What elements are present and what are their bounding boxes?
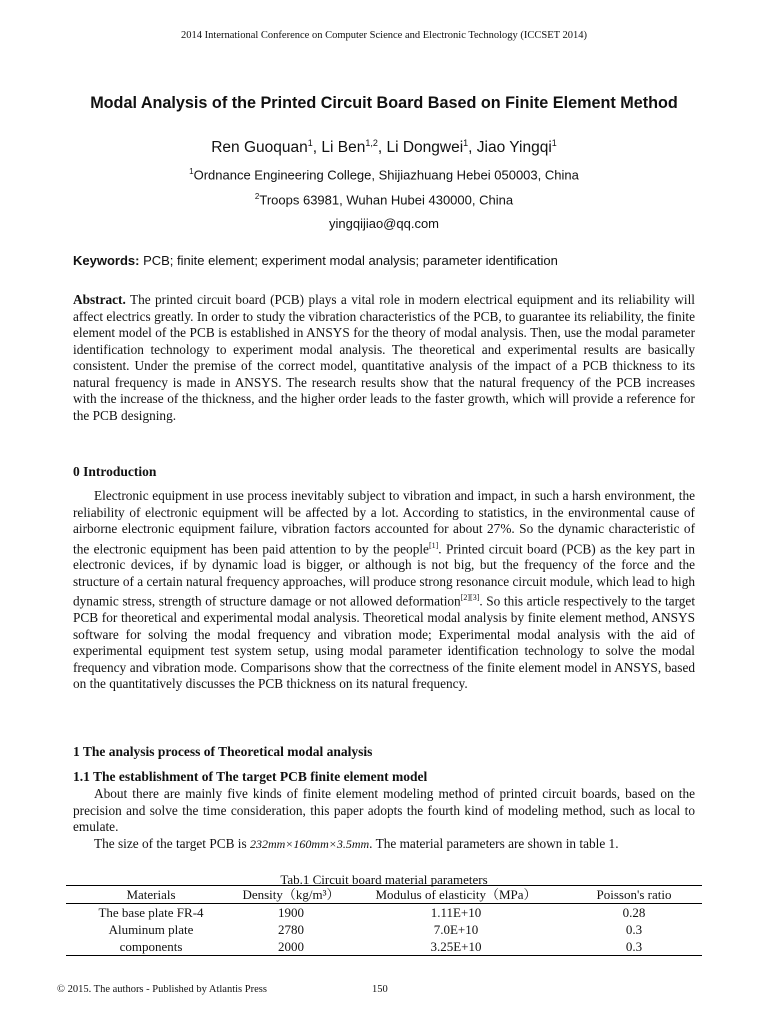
- table-row: [66, 904, 702, 922]
- author-affiliation-mark: 1: [551, 138, 557, 148]
- section-1-1-paragraph-2: [73, 836, 695, 853]
- affiliation-text: Ordnance Engineering College, Shijiazhuang Hebei 050003, China: [193, 167, 579, 183]
- keywords: [73, 253, 698, 268]
- author-name: Jiao Yingqi: [476, 139, 552, 157]
- table-cell: 3.25E+10: [346, 938, 566, 956]
- table-row: [66, 921, 702, 938]
- keywords-text: PCB; finite element; experiment modal analysis; parameter identification: [139, 253, 558, 268]
- column-header: Materials: [66, 886, 236, 904]
- section-heading-1-1: 1.1 The establishment of The target PCB finite element model: [73, 769, 428, 784]
- table-cell: The base plate FR-4: [98, 905, 204, 920]
- abstract-text: The printed circuit board (PCB) plays a vital role in modern electrical equipment and its reliability will affect electrics greatly. In order to study the vibration characteristics of the PCB, to guarantee its reliability, the finite element model of the PCB is established in ANSYS for the theory of modal analysis. Then, use the modal parameter identification technology to experiment modal analysis. The theoretical and experimental results are basically consistent. Under the premise of the correct model, quantitative analysis of the impact of a PCB thickness to its natural frequency is made in ANSYS. The research results show that the natural frequency of the PCB increases with the increase of the thickness, and the higher order leads to the faster growth, which will provide a reference for the PCB designing.: [73, 292, 695, 423]
- table-caption: Tab.1 Circuit board material parameters: [280, 872, 488, 887]
- section-heading-introduction: 0 Introduction: [73, 464, 157, 479]
- intro-text-part-1: Electronic equipment in use process inevitably subject to vibration and impact, in such a harsh environment, the reliability of electronic equipment will be affected by a lot. According to statistics, in the environmental cause of airborne electronic equipment failure, vibration factors accounted for about 27%. So the dynamic characteristic of the electronic equipment has been paid attention to by the people: [73, 488, 695, 556]
- pcb-size-formula: 232mm×160mm×3.5mm: [249, 836, 370, 851]
- table-header-row: [66, 886, 702, 904]
- table-cell: 2780: [278, 922, 304, 937]
- author-affiliation-mark: 1: [307, 138, 313, 148]
- column-header: Poisson's ratio: [566, 886, 702, 904]
- table-cell: 0.3: [566, 938, 702, 956]
- author-list: Ren Guoquan$^1$, Li Ben$^{1,2}$, Li Dongwei$^1$, Jiao Yingqi$^1$: [211, 138, 557, 157]
- introduction-body: [73, 488, 695, 693]
- table-cell: Aluminum plate: [108, 922, 194, 937]
- section-heading-1: 1 The analysis process of Theoretical modal analysis: [73, 744, 373, 759]
- table-cell: 0.3: [625, 922, 643, 937]
- material-parameters-table: [66, 885, 702, 956]
- section-1-1-body: [73, 786, 695, 852]
- table-cell: 1900: [278, 905, 304, 920]
- intro-text-part-3: . So this article respectively to the target PCB for theoretical and experimental modal analysis. Theoretical modal analysis by finite element method, ANSYS software for solving the modal frequency and vibration mode; Experimental modal analysis with the aid of experimental equipment test system setup, using modal parameter identification technology to solve the modal frequency and vibration mode. Comparisons show that the correctness of the finite element model in ANSYS, based on the quantitatively discusses the PCB thickness on its natural frequency.: [73, 593, 696, 692]
- footer-copyright: © 2015. The authors - Published by Atlantis Press: [57, 984, 267, 995]
- section-1-1-paragraph-1: About there are mainly five kinds of finite element modeling method of printed circuit boards, based on the precision and solve the time consideration, this paper adopts the fourth kind of modeling method, such as local to emulate.: [73, 786, 695, 834]
- author-name: Ren Guoquan: [211, 139, 308, 157]
- column-header: Density（kg/m³）: [236, 886, 346, 904]
- column-header: Modulus of elasticity（MPa）: [346, 886, 566, 904]
- conference-header: 2014 International Conference on Computer Science and Electronic Technology (ICCSET 2014): [181, 30, 587, 41]
- author-name: Li Dongwei: [386, 139, 464, 157]
- author-email: yingqijiao@qq.com: [328, 216, 440, 231]
- abstract: [73, 292, 695, 424]
- table-cell: 2000: [236, 938, 346, 956]
- affiliation-1: [0, 167, 768, 182]
- author-affiliation-mark: 1,2: [365, 138, 378, 148]
- page-number: 150: [372, 984, 388, 995]
- author-affiliation-mark: 1: [463, 138, 469, 148]
- table-cell: components: [66, 938, 236, 956]
- citation: [1]: [428, 540, 439, 550]
- table-row: [66, 938, 702, 956]
- affiliation-mark: 2: [254, 192, 260, 201]
- paragraph-text: The size of the target PCB is: [94, 835, 250, 851]
- abstract-label: Abstract.: [73, 292, 126, 307]
- affiliation-mark: 1: [189, 167, 194, 176]
- table-cell: 1.11E+10: [430, 905, 482, 920]
- affiliation-text: Troops 63981, Wuhan Hubei 430000, China: [259, 192, 514, 208]
- author-name: Li Ben: [321, 139, 366, 157]
- paper-title: Modal Analysis of the Printed Circuit Board Based on Finite Element Method: [90, 94, 678, 112]
- paragraph-text: . The material parameters are shown in table 1.: [369, 835, 619, 851]
- intro-text-part-2: . Printed circuit board (PCB) as the key part in electronic devices, if by dynamic load is bigger, or although is not big, but the frequency of the force and the structure of a certain natural frequency approaches, will produce strong resonance circuit module, which lead to high dynamic stress, strength of structure damage or not allowed deformation: [73, 540, 695, 609]
- affiliation-2: [0, 192, 768, 207]
- keywords-label: Keywords:: [73, 253, 140, 268]
- table-cell: 7.0E+10: [433, 922, 479, 937]
- citation: [2][3]: [460, 593, 480, 603]
- table-cell: 0.28: [622, 905, 646, 920]
